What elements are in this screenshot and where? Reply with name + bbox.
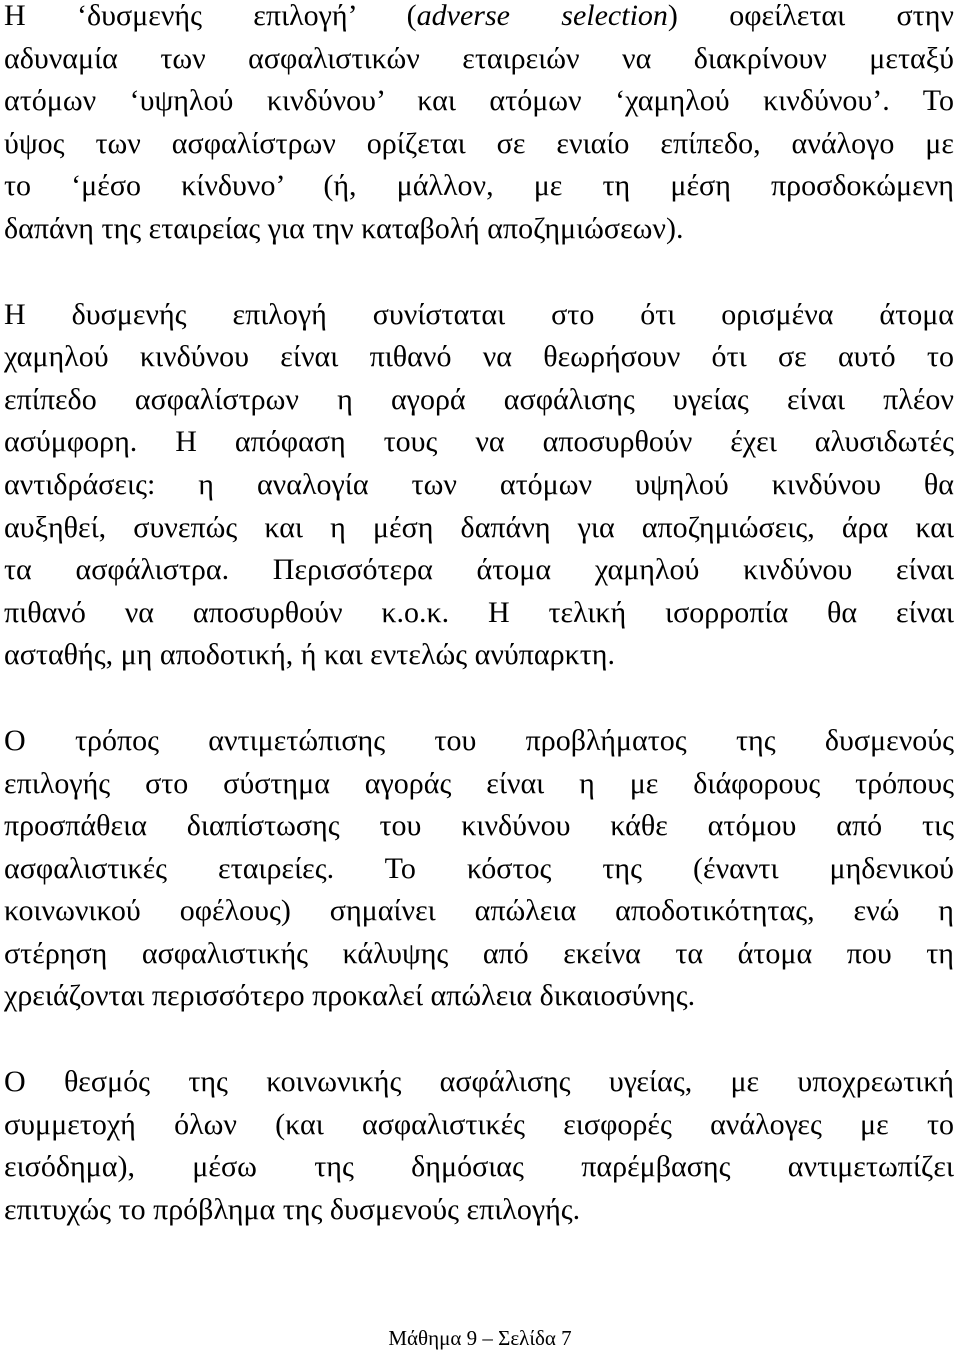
text-line: ασφαλιστικές εταιρείες. Το κόστος της (έναντι μηδενικού	[4, 851, 954, 885]
text-line: ύψος των ασφαλίστρων ορίζεται σε ενιαίο επίπεδο, ανάλογο με	[4, 126, 954, 160]
text-line: αυξηθεί, συνεπώς και η μέση δαπάνη για αποζημιώσεις, άρα και	[4, 510, 954, 544]
text-line: αντιδράσεις: η αναλογία των ατόμων υψηλού κινδύνου θα	[4, 467, 954, 501]
text-line: κοινωνικού οφέλους) σημαίνει απώλεια αποδοτικότητας, ενώ η	[4, 894, 954, 928]
text-line: επίπεδο ασφαλίστρων η αγορά ασφάλισης υγείας είναι πλέον	[4, 382, 954, 416]
document-page	[4, 0, 954, 1231]
paragraph-market-response	[4, 720, 954, 1018]
text-line: επιτυχώς το πρόβλημα της δυσμενούς επιλογής.	[4, 1192, 581, 1226]
text-line: δαπάνη της εταιρείας για την καταβολή αποζημιώσεων).	[4, 211, 684, 245]
text-line: το ‘μέσο κίνδυνο’ (ή, μάλλον, με τη μέση προσδοκώμενη	[4, 169, 954, 203]
paragraph-adverse-selection-definition	[4, 0, 954, 251]
text-line: χαμηλού κινδύνου είναι πιθανό να θεωρήσουν ότι σε αυτό το	[4, 340, 954, 374]
text-line: Η ‘δυσμενής επιλογή’ (adverse selection) οφείλεται στην	[4, 0, 954, 32]
text-line: χρειάζονται περισσότερο προκαλεί απώλεια δικαιοσύνης.	[4, 979, 696, 1013]
text-line: αδυναμία των ασφαλιστικών εταιρειών να διακρίνουν μεταξύ	[4, 41, 954, 75]
text-line: Ο θεσμός της κοινωνικής ασφάλισης υγείας, με υποχρεωτική	[4, 1065, 954, 1099]
text-line: συμμετοχή όλων (και ασφαλιστικές εισφορές ανάλογες με το	[4, 1107, 954, 1141]
text-line: Η δυσμενής επιλογή συνίσταται στο ότι ορισμένα άτομα	[4, 297, 954, 331]
text-line: ατόμων ‘υψηλού κινδύνου’ και ατόμων ‘χαμηλού κινδύνου’. Το	[4, 84, 954, 118]
text-line: επιλογής στο σύστημα αγοράς είναι η με διάφορους τρόπους	[4, 766, 954, 800]
text-line: ασταθής, μη αποδοτική, ή και εντελώς ανύπαρκτη.	[4, 638, 615, 672]
text-line: πιθανό να αποσυρθούν κ.ο.κ. Η τελική ισορροπία θα είναι	[4, 595, 954, 629]
page-footer: Μάθημα 9 – Σελίδα 7	[388, 1326, 572, 1350]
text-line: Ο τρόπος αντιμετώπισης του προβλήματος της δυσμενούς	[4, 723, 954, 757]
text-line: τα ασφάλιστρα. Περισσότερα άτομα χαμηλού κινδύνου είναι	[4, 553, 954, 587]
text-line: προσπάθεια διαπίστωσης του κινδύνου κάθε ατόμου από τις	[4, 809, 954, 843]
text-line: στέρηση ασφαλιστικής κάλυψης από εκείνα τα άτομα που τη	[4, 936, 954, 970]
italic-term: adverse selection	[416, 0, 668, 32]
paragraph-social-insurance	[4, 1061, 954, 1231]
text-line: εισόδημα), μέσω της δημόσιας παρέμβασης αντιμετωπίζει	[4, 1150, 954, 1184]
text-line: ασύμφορη. Η απόφαση τους να αποσυρθούν έχει αλυσιδωτές	[4, 425, 954, 459]
paragraph-adverse-selection-mechanism	[4, 294, 954, 677]
